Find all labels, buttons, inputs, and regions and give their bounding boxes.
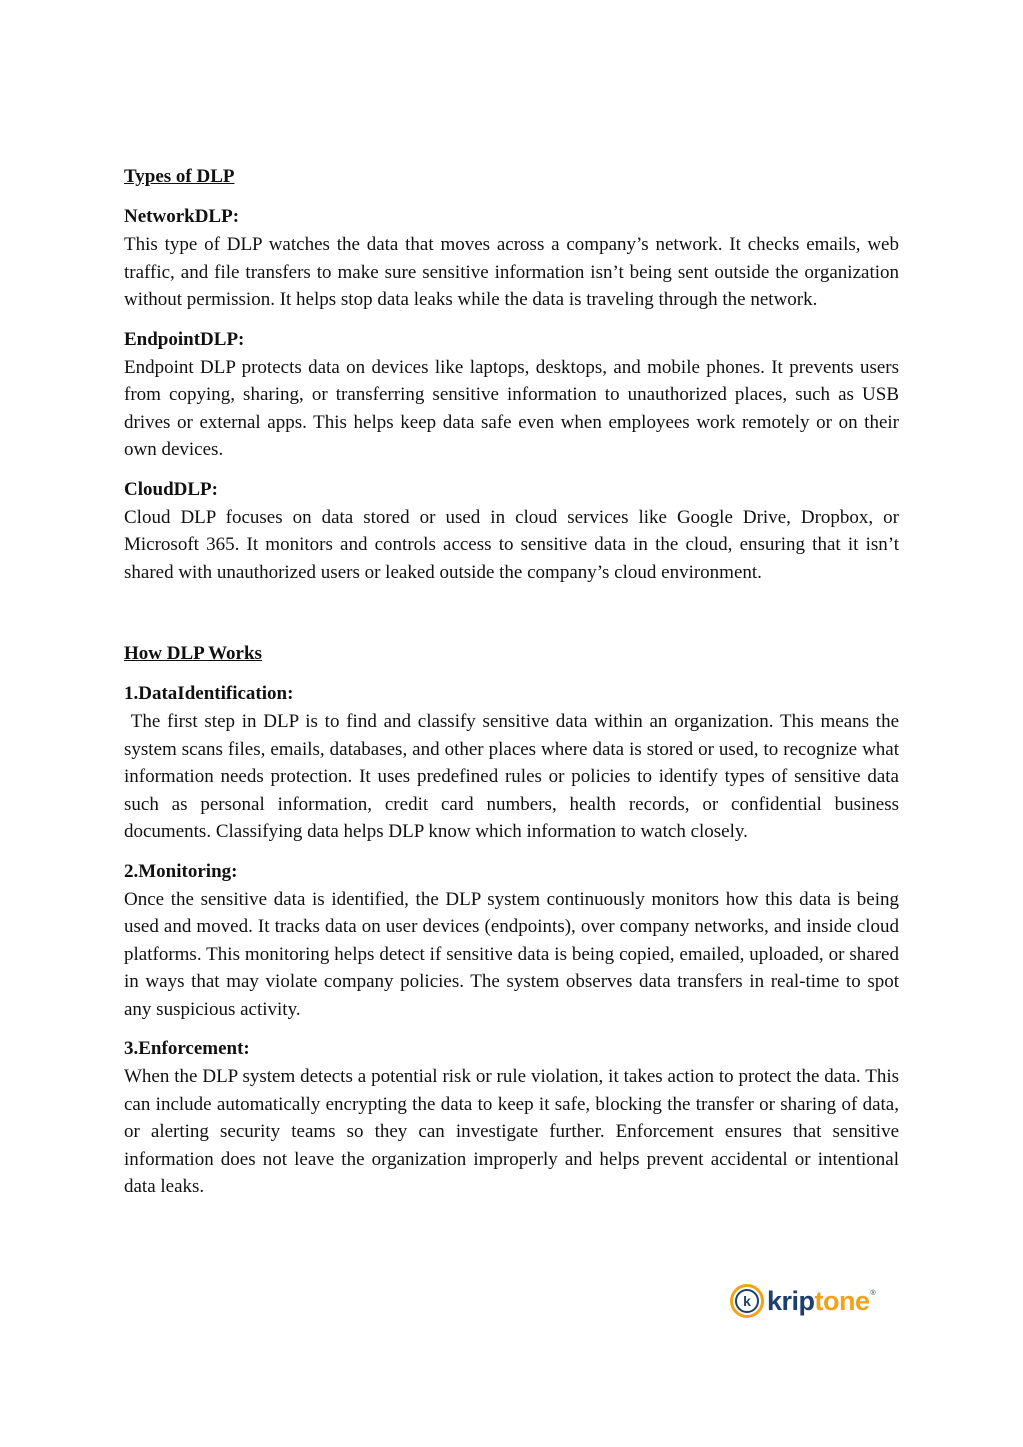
section-heading-types-of-dlp: Types of DLP [124,166,235,187]
section-item-network-dlp [124,203,899,314]
item-title: 1.DataIdentification: [124,683,294,704]
item-title: 3.Enforcement: [124,1038,250,1059]
logo-mark-icon [730,1284,764,1318]
item-text: Once the sensitive data is identified, the DLP system continuously monitors how this data is being used and moved. It tracks data on user devices (endpoints), over company networks, and inside cloud platforms. This monitoring helps detect if sensitive data is being copied, emailed, uploaded, or shared in ways that may violate company policies. The system observes data transfers in real-time to spot any suspicious activity. [124,888,899,1020]
logo-wordmark [767,1285,870,1316]
section-item-enforcement [124,1035,899,1201]
logo-wordmark-part2: tone [814,1285,870,1316]
kriptone-logo [730,1280,876,1322]
item-title: 2.Monitoring: [124,860,238,882]
section-heading-how-dlp-works: How DLP Works [124,643,262,664]
section-item-monitoring [124,858,899,1024]
logo-wordmark-part1: krip [767,1285,815,1316]
item-title: EndpointDLP: [124,328,245,350]
section-item-cloud-dlp [124,476,899,587]
item-text: When the DLP system detects a potential risk or rule violation, it takes action to protect the data. This can include automatically encrypting the data to keep it safe, blocking the transfer or sharing of data, or alerting security teams so they can investigate further. Enforcement ensures that sensitive information does not leave the organization improperly and helps prevent accidental or intentional data leaks. [124,1066,899,1197]
item-text: Cloud DLP focuses on data stored or used in cloud services like Google Drive, Dropbox, or Microsoft 365. It monitors and controls access to sensitive data in the cloud, ensuring that it isn’t shared with unauthorized users or leaked outside the company’s cloud environment. [124,506,899,583]
section-item-endpoint-dlp [124,326,899,464]
item-title: NetworkDLP: [124,206,240,227]
item-text: Endpoint DLP protects data on devices like laptops, desktops, and mobile phones. It prevents users from copying, sharing, or transferring sensitive information to unauthorized places, such as USB drives or external apps. This helps keep data safe even when employees work remotely or on their own devices. [124,356,899,460]
item-text: The first step in DLP is to find and classify sensitive data within an organization. This means the system scans files, emails, databases, and other places where data is stored or used, to recognize what information needs protection. It uses predefined rules or policies to identify types of sensitive data such as personal information, credit card numbers, health records, or confidential business documents. Classifying data helps DLP know which information to watch closely. [124,711,904,842]
section-item-data-identification [124,680,904,846]
item-text: This type of DLP watches the data that moves across a company’s network. It checks emails, web traffic, and file transfers to make sure sensitive information isn’t being sent outside the organization without permission. It helps stop data leaks while the data is traveling through the network. [124,234,899,310]
item-title: CloudDLP: [124,478,218,500]
document-body [124,163,904,1201]
logo-mark-letter: k [735,1289,759,1313]
trademark-icon: ® [870,1290,876,1297]
